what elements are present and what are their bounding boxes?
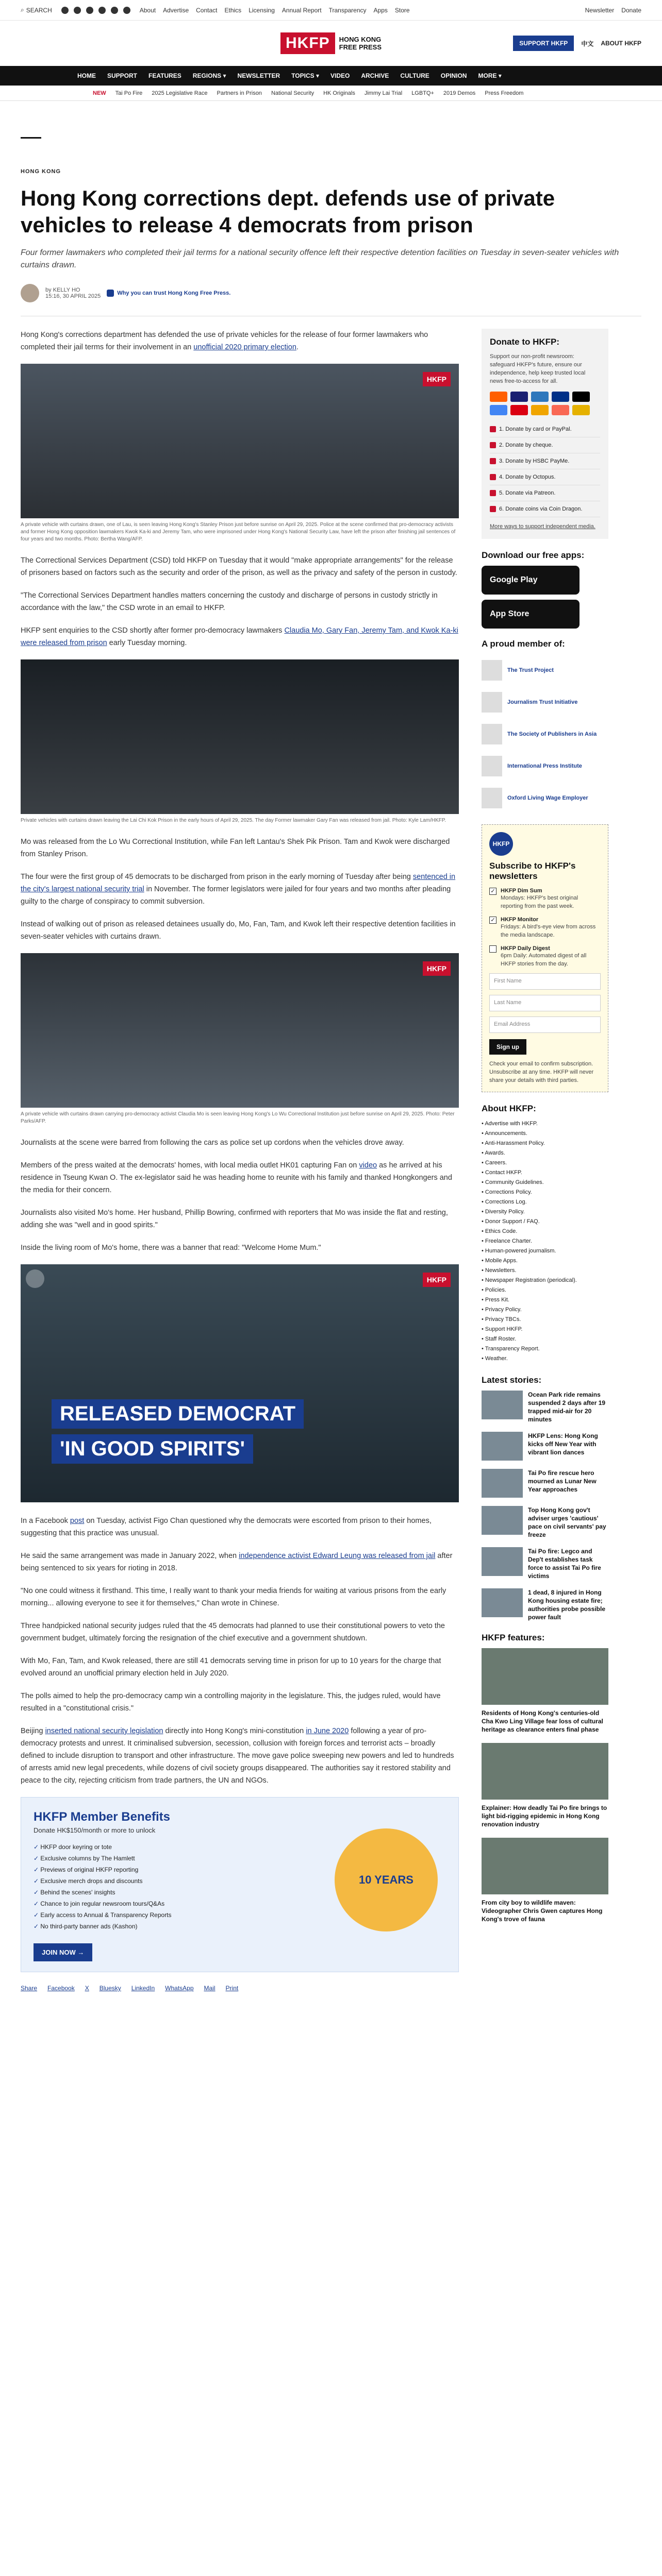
- about-link[interactable]: • Mobile Apps.: [482, 1256, 608, 1266]
- logo-text: HONG KONG FREE PRESS: [339, 36, 382, 51]
- nav-features[interactable]: FEATURES: [148, 72, 181, 79]
- about-link[interactable]: • Newsletters.: [482, 1266, 608, 1276]
- support-hkfp-button[interactable]: SUPPORT HKFP: [513, 36, 574, 51]
- about-hkfp-link[interactable]: ABOUT HKFP: [601, 40, 641, 47]
- sidebar: [482, 329, 608, 1992]
- about-link[interactable]: • Freelance Charter.: [482, 1236, 608, 1246]
- story-thumbnail: [482, 1506, 523, 1535]
- utility-link-contact[interactable]: Contact: [196, 6, 218, 14]
- benefit-item: ✓ Exclusive merch drops and discounts: [34, 1875, 446, 1887]
- more-ways-link[interactable]: More ways to support independent media.: [490, 523, 595, 530]
- masthead: [0, 21, 662, 66]
- utility-link-annual-report[interactable]: Annual Report: [282, 6, 322, 14]
- inline-link[interactable]: video: [359, 1161, 377, 1170]
- share-mail[interactable]: Mail: [204, 1985, 216, 1992]
- paragraph: HKFP sent enquiries to the CSD shortly after former pro-democracy lawmakers Claudia Mo, Gary Fan, Jeremy Tam, and Kwok Ka-ki were released from prison early Tuesday morning.: [21, 626, 458, 647]
- utility-link-apps[interactable]: Apps: [373, 6, 388, 14]
- share-label: Share: [21, 1985, 38, 1992]
- nav-regions[interactable]: REGIONS ▾: [192, 72, 226, 79]
- checkbox-checked[interactable]: ✓: [489, 917, 496, 924]
- newsletter-option[interactable]: ✓ HKFP Monitor Fridays: A bird's-eye view from across the media landscape.: [489, 917, 601, 939]
- patreon-icon: [490, 490, 496, 496]
- about-link[interactable]: • Support HKFP.: [482, 1325, 608, 1334]
- about-link[interactable]: • Staff Roster.: [482, 1334, 608, 1344]
- donate-option[interactable]: 1. Donate by card or PayPal.: [490, 421, 600, 437]
- donate-option[interactable]: 4. Donate by Octopus.: [490, 469, 600, 485]
- about-link[interactable]: • Community Guidelines.: [482, 1178, 608, 1188]
- inline-link[interactable]: inserted national security legislation: [45, 1727, 163, 1735]
- latest-story[interactable]: Ocean Park ride remains suspended 2 days after 19 trapped mid-air for 20 minutes: [482, 1391, 608, 1423]
- byline: [21, 284, 641, 302]
- about-link[interactable]: • Privacy TBCs.: [482, 1315, 608, 1325]
- kicker-rule: [21, 137, 41, 139]
- share-print[interactable]: Print: [225, 1985, 239, 1992]
- instagram-icon[interactable]: [86, 7, 93, 14]
- story-thumbnail: [482, 1391, 523, 1419]
- about-link[interactable]: • Contact HKFP.: [482, 1168, 608, 1178]
- donate-option[interactable]: 5. Donate via Patreon.: [490, 485, 600, 501]
- paragraph: With Mo, Fan, Tam, and Kwok released, there are still 41 democrats serving time in prison for up to 10 years for the charge that evolved around an unofficial primary election held in July 2020.: [21, 1657, 441, 1677]
- nav-newsletter[interactable]: NEWSLETTER: [237, 72, 280, 79]
- paypal-icon: [552, 392, 569, 402]
- apple-pay-icon: [572, 392, 590, 402]
- story-thumbnail: [482, 1588, 523, 1617]
- trending-item[interactable]: Press Freedom: [485, 90, 524, 96]
- amex-icon: [531, 392, 549, 402]
- about-link[interactable]: • Newspaper Registration (periodical).: [482, 1276, 608, 1285]
- member-benefits-promo[interactable]: [21, 1797, 459, 1972]
- bluesky-icon[interactable]: [111, 7, 118, 14]
- paragraph: Journalists also visited Mo's home. Her husband, Phillip Bowring, confirmed with reporters that Mo was inside the flat and resting, adding she was "well and in good spirits.": [21, 1209, 448, 1229]
- x-icon[interactable]: [74, 7, 81, 14]
- nav-support[interactable]: SUPPORT: [107, 72, 138, 79]
- trending-item[interactable]: LGBTQ+: [411, 90, 434, 96]
- newsletter-option[interactable]: ✓ HKFP Dim Sum Mondays: HKFP's best original reporting from the past week.: [489, 888, 601, 910]
- paragraph: Mo was released from the Lo Wu Correctional Institution, while Fan left Lantau's Shek Pik Prison. Tam and Kwok were discharged from Stanley Prison.: [21, 838, 450, 858]
- newsletter-option[interactable]: HKFP Daily Digest 6pm Daily: Automated digest of all HKFP stories from the day.: [489, 945, 601, 968]
- donate-option[interactable]: 2. Donate by cheque.: [490, 437, 600, 453]
- trending-bar: [0, 86, 662, 101]
- byline-text: [45, 287, 101, 299]
- paragraph: "No one could witness it firsthand. This time, I really want to thank your media friends for waiting at various prisons from the early morning... allowing everyone to see it for themselves," Chan wrote in Chinese.: [21, 1587, 446, 1607]
- inline-link[interactable]: post: [70, 1517, 85, 1525]
- promo-title: HKFP Member Benefits: [34, 1810, 170, 1824]
- hkfp-logo-badge: HKFP: [489, 832, 513, 856]
- utility-bar: [0, 0, 662, 21]
- features-title: HKFP features:: [482, 1633, 545, 1642]
- feature-story[interactable]: Residents of Hong Kong's centuries-old Cha Kwo Ling Village fear loss of cultural heritage as clearance enters final phase: [482, 1648, 608, 1734]
- play-icon[interactable]: [26, 1269, 44, 1288]
- site-logo[interactable]: [280, 32, 382, 54]
- hkfp-watermark: HKFP: [423, 961, 451, 976]
- app-store-button[interactable]: App Store: [482, 600, 580, 629]
- video-player[interactable]: [21, 1264, 459, 1502]
- paragraph: The Correctional Services Department (CSD) told HKFP on Tuesday that it would "make appropriate arrangements" for the release of prisoners based on factors such as the security and order of the prison, as well as the privacy and safety of the person in custody.: [21, 556, 457, 577]
- about-link[interactable]: • Human-powered journalism.: [482, 1246, 608, 1256]
- story-thumbnail: [482, 1469, 523, 1498]
- apps-title: Download our free apps:: [482, 550, 585, 560]
- author-name[interactable]: by KELLY HO: [45, 287, 80, 293]
- video-title-line-2: 'IN GOOD SPIRITS': [52, 1434, 253, 1464]
- nav-topics[interactable]: TOPICS ▾: [291, 72, 319, 79]
- hsbc-icon: [510, 405, 528, 415]
- inline-link[interactable]: in June 2020: [306, 1727, 349, 1735]
- card-icon: [490, 426, 496, 432]
- benefit-item: ✓ HKFP door keyring or tote: [34, 1841, 446, 1853]
- octopus-icon: [490, 474, 496, 480]
- shield-icon: [107, 290, 114, 297]
- trust-project-logo: [482, 660, 502, 681]
- latest-story[interactable]: Tai Po fire: Legco and Dep't establishes task force to assist Tai Po fire victims: [482, 1547, 608, 1580]
- benefit-item: ✓ No third-party banner ads (Kashon): [34, 1921, 446, 1932]
- about-link[interactable]: • Anti-Harassment Policy.: [482, 1139, 608, 1148]
- utility-links: [140, 7, 410, 14]
- about-links: [482, 1119, 608, 1364]
- about-link[interactable]: • Privacy Policy.: [482, 1305, 608, 1315]
- member-title: A proud member of:: [482, 639, 565, 649]
- donate-option[interactable]: 6. Donate coins via Coin Dragon.: [490, 501, 600, 517]
- promo-subtitle: Donate HK$150/month or more to unlock: [34, 1826, 156, 1834]
- nav-more[interactable]: MORE ▾: [478, 72, 502, 79]
- member-org[interactable]: Oxford Living Wage Employer: [482, 782, 608, 814]
- paragraph: Journalists at the scene were barred from following the cars as police set up cordons when the vehicles drove away.: [21, 1139, 404, 1147]
- google-pay-icon: [490, 405, 507, 415]
- hkfp-watermark: HKFP: [423, 1273, 451, 1287]
- utility-link-store[interactable]: Store: [394, 6, 410, 14]
- paragraph: "The Correctional Services Department handles matters concerning the custody and discharge of persons in custody strictly in accordance with the law," the CSD wrote in an email to HKFP.: [21, 591, 438, 612]
- newsletter-title: Subscribe to HKFP's newsletters: [489, 861, 576, 881]
- paragraph: The polls aimed to help the pro-democracy camp win a controlling majority in the legislature. This, the judges ruled, would have resulted in a "constitutional crisis.": [21, 1692, 441, 1713]
- about-link[interactable]: • Careers.: [482, 1158, 608, 1168]
- about-link[interactable]: • Awards.: [482, 1148, 608, 1158]
- patreon-icon: [552, 405, 569, 415]
- join-now-button[interactable]: JOIN NOW →: [34, 1943, 92, 1961]
- about-link[interactable]: • Ethics Code.: [482, 1227, 608, 1236]
- paragraph: Beijing inserted national security legislation directly into Hong Kong's mini-constitution in June 2020 following a year of pro-democracy protests and unrest. It criminalised subversion, secession, collusion with foreign forces and terrorist acts – broadly defined to include disruption to transport and other infrastructure. The move gave police sweeping new powers and led to hundreds of arrests amid new legal precedents, while dozens of civil society groups disappeared. The authorities say it restored stability and peace to the city, rejecting criticism from trade partners, the UN and NGOs.: [21, 1727, 454, 1785]
- paragraph: Inside the living room of Mo's home, there was a banner that read: "Welcome Home Mum.": [21, 1244, 321, 1252]
- feature-story[interactable]: Explainer: How deadly Tai Po fire brings to light bid-rigging epidemic in Hong Kong renovation industry: [482, 1743, 608, 1828]
- member-org[interactable]: International Press Institute: [482, 750, 608, 782]
- share-bluesky[interactable]: Bluesky: [99, 1985, 121, 1992]
- benefit-item: ✓ Chance to join regular newsroom tours/Q&As: [34, 1898, 446, 1909]
- visa-icon: [510, 392, 528, 402]
- page-content: [0, 137, 662, 1992]
- jti-logo: [482, 692, 502, 713]
- nav-culture[interactable]: CULTURE: [400, 72, 429, 79]
- benefit-item: ✓ Exclusive columns by The Hamlett: [34, 1853, 446, 1864]
- google-play-button[interactable]: Google Play: [482, 566, 580, 595]
- utility-link-licensing[interactable]: Licensing: [249, 6, 275, 14]
- rss-icon[interactable]: [123, 7, 130, 14]
- latest-story[interactable]: Tai Po fire rescue hero mourned as Lunar New Year approaches: [482, 1469, 608, 1498]
- about-link[interactable]: • Advertise with HKFP.: [482, 1119, 608, 1129]
- about-link[interactable]: • Weather.: [482, 1354, 608, 1364]
- about-link[interactable]: • Announcements.: [482, 1129, 608, 1139]
- trending-item[interactable]: Tai Po Fire: [115, 90, 143, 96]
- masthead-actions: [513, 36, 641, 51]
- cheque-icon: [490, 442, 496, 448]
- nav-opinion[interactable]: OPINION: [440, 72, 467, 79]
- language-link[interactable]: 中文: [581, 40, 594, 47]
- paragraph: Hong Kong's corrections department has defended the use of private vehicles for the release of four former lawmakers who completed their jail terms for their involvement in an unofficial 2020 primary election.: [21, 331, 428, 351]
- inline-link[interactable]: sentenced in the city's largest national security trial: [21, 873, 456, 893]
- donate-text: Support our non-profit newsroom: safeguard HKFP's future, ensure our independence, help keep trusted local news free-to-access for all.: [490, 353, 586, 384]
- sopa-logo: [482, 724, 502, 744]
- publish-date: 15:16, 30 APRIL 2025: [45, 293, 101, 299]
- benefit-item: ✓ Previews of original HKFP reporting: [34, 1864, 446, 1875]
- share-linkedin[interactable]: LinkedIn: [131, 1985, 155, 1992]
- article-standfirst: Four former lawmakers who completed their jail terms for a national security offence left their respective detention facilities on Tuesday in seven-seater vehicles with curtains drawn.: [21, 248, 619, 269]
- about-link[interactable]: • Policies.: [482, 1285, 608, 1295]
- latest-story[interactable]: 1 dead, 8 injured in Hong Kong housing estate fire; authorities probe possible power fault: [482, 1588, 608, 1621]
- coin-icon: [490, 506, 496, 512]
- nav-home[interactable]: HOME: [77, 72, 96, 79]
- inline-link[interactable]: independence activist Edward Leung was released from jail: [239, 1552, 436, 1560]
- new-label: NEW: [93, 90, 106, 96]
- octopus-icon: [531, 405, 549, 415]
- nav-video[interactable]: VIDEO: [330, 72, 350, 79]
- paragraph: He said the same arrangement was made in January 2022, when independence activist Edward Leung was released from jail after being sentenced to six years for rioting in 2018.: [21, 1552, 453, 1572]
- feature-image: [482, 1743, 608, 1800]
- search-button[interactable]: ⌕ SEARCH: [21, 6, 52, 14]
- benefit-item: ✓ Behind the scenes' insights: [34, 1887, 446, 1898]
- benefit-item: ✓ Early access to Annual & Transparency Reports: [34, 1909, 446, 1921]
- article-layout: [21, 329, 641, 1992]
- signup-button[interactable]: Sign up: [489, 1039, 526, 1055]
- first-name-field[interactable]: First Name: [489, 973, 601, 990]
- feature-image: [482, 1648, 608, 1705]
- photo-caption: A private vehicle with curtains drawn carrying pro-democracy activist Claudia Mo is seen leaving Hong Kong's Lo Wu Correctional Institution just before sunrise on April 29, 2025. Photo: Peter Parks/AFP.: [21, 1111, 455, 1124]
- checkbox-checked[interactable]: ✓: [489, 888, 496, 895]
- photo-caption: Private vehicles with curtains drawn leaving the Lai Chi Kok Prison in the early hours of April 29, 2025. The day Former lawmaker Gary Fan was released from jail. Photo: Kyle Lam/HKFP.: [21, 818, 446, 823]
- article-category[interactable]: HONG KONG: [21, 168, 61, 175]
- hkfp-watermark: HKFP: [423, 372, 451, 386]
- utility-link-about[interactable]: About: [139, 6, 156, 14]
- about-link[interactable]: • Press Kit.: [482, 1295, 608, 1305]
- youtube-icon[interactable]: [98, 7, 106, 14]
- oxford-living-wage-logo: [482, 788, 502, 808]
- member-org[interactable]: Journalism Trust Initiative: [482, 686, 608, 718]
- utility-links-right: [585, 7, 641, 14]
- main-nav: [0, 66, 662, 86]
- email-field[interactable]: Email Address: [489, 1016, 601, 1033]
- payme-icon: [490, 458, 496, 464]
- utility-link-newsletter[interactable]: Newsletter: [585, 6, 615, 14]
- photo-caption: A private vehicle with curtains drawn, one of Lau, is seen leaving Hong Kong's Stanley Prison just before sunrise on April 29, 2025. Police at the scene confirmed that pro-democracy activists and former Hong Kong opposition lawmakers Kwok Ka-ki and Jeremy Tam, who were imprisoned under Hong Kong's National Security Law, have left the prison after finishing jail sentences of four years and two months. Photo: Bertha Wang/AFP.: [21, 522, 456, 542]
- newsletter-widget: [482, 824, 608, 1092]
- about-link[interactable]: • Corrections Policy.: [482, 1188, 608, 1197]
- share-x[interactable]: X: [85, 1985, 89, 1992]
- ipi-logo: [482, 756, 502, 776]
- donate-option[interactable]: 3. Donate by HSBC PayMe.: [490, 453, 600, 469]
- share-facebook[interactable]: Facebook: [47, 1985, 75, 1992]
- anniversary-badge: 10 YEARS: [335, 1828, 438, 1931]
- article-body: [21, 329, 459, 1992]
- member-org[interactable]: The Trust Project: [482, 654, 608, 686]
- nav-archive[interactable]: ARCHIVE: [361, 72, 389, 79]
- utility-link-donate[interactable]: Donate: [621, 6, 641, 14]
- donate-title: Donate to HKFP:: [490, 337, 560, 347]
- newsletter-note: Check your email to confirm subscription. Unsubscribe at any time. HKFP will never share your details with third parties.: [489, 1061, 594, 1083]
- article-photo: [21, 659, 459, 814]
- checkbox[interactable]: [489, 945, 496, 953]
- last-name-field[interactable]: Last Name: [489, 995, 601, 1011]
- paragraph: In a Facebook post on Tuesday, activist Figo Chan questioned why the democrats were escorted from prison to their homes, suggesting that this practice was unusual.: [21, 1517, 432, 1537]
- inline-link[interactable]: Claudia Mo, Gary Fan, Jeremy Tam, and Kwok Ka-ki were released from prison: [21, 626, 458, 647]
- paragraph: The four were the first group of 45 democrats to be discharged from prison in the early morning of Tuesday after being sentenced in the city's largest national security trial in November. The former legislators were jailed for four years and two months after pleading guilty to the charge of conspiracy to commit subversion.: [21, 873, 456, 906]
- author-avatar: [21, 284, 39, 302]
- utility-link-transparency[interactable]: Transparency: [328, 6, 367, 14]
- latest-story[interactable]: Top Hong Kong gov't adviser urges 'cautious' pace on civil servants' pay freeze: [482, 1506, 608, 1539]
- trending-item[interactable]: Jimmy Lai Trial: [364, 90, 403, 96]
- latest-title: Latest stories:: [482, 1375, 542, 1385]
- about-link[interactable]: • Diversity Policy.: [482, 1207, 608, 1217]
- paragraph: Instead of walking out of prison as released detainees usually do, Mo, Fan, Tam, and Kwok left their respective detention facilities in seven-seater vehicles with curtains drawn.: [21, 920, 456, 941]
- about-link[interactable]: • Transparency Report.: [482, 1344, 608, 1354]
- utility-link-ethics[interactable]: Ethics: [224, 6, 242, 14]
- latest-story[interactable]: HKFP Lens: Hong Kong kicks off New Year with vibrant lion dances: [482, 1432, 608, 1461]
- article-photo: [21, 364, 459, 518]
- video-title-line-1: RELEASED DEMOCRAT: [52, 1399, 304, 1429]
- about-title: About HKFP:: [482, 1104, 536, 1113]
- about-link[interactable]: • Donor Support / FAQ.: [482, 1217, 608, 1227]
- feature-image: [482, 1838, 608, 1894]
- article-photo: [21, 953, 459, 1108]
- trending-item[interactable]: HK Originals: [323, 90, 355, 96]
- coin-dragon-icon: [572, 405, 590, 415]
- trending-item[interactable]: Partners in Prison: [217, 90, 262, 96]
- payment-icons: [490, 392, 600, 415]
- search-icon: ⌕: [21, 6, 24, 13]
- utility-link-advertise[interactable]: Advertise: [163, 6, 189, 14]
- donate-widget: [482, 329, 608, 539]
- story-thumbnail: [482, 1547, 523, 1576]
- trending-item[interactable]: 2019 Demos: [443, 90, 476, 96]
- trust-link[interactable]: Why you can trust Hong Kong Free Press.: [107, 290, 230, 297]
- about-link[interactable]: • Corrections Log.: [482, 1197, 608, 1207]
- social-links: [61, 7, 130, 14]
- story-thumbnail: [482, 1432, 523, 1461]
- mastercard-icon: [490, 392, 507, 402]
- paragraph: Members of the press waited at the democrats' homes, with local media outlet HK01 capturing Fan on video as he arrived at his residence in Tseung Kwan O. The ex-legislator said he was heading home to reunite with his family and thanked Hongkongers and the media for their concern.: [21, 1161, 452, 1194]
- share-bar: [21, 1985, 459, 1992]
- feature-story[interactable]: From city boy to wildlife maven: Videographer Chris Gwen captures Hong Kong's trove of fauna: [482, 1838, 608, 1923]
- member-org[interactable]: The Society of Publishers in Asia: [482, 718, 608, 750]
- trending-item[interactable]: National Security: [271, 90, 315, 96]
- trending-item[interactable]: 2025 Legislative Race: [152, 90, 208, 96]
- share-whatsapp[interactable]: WhatsApp: [165, 1985, 194, 1992]
- facebook-icon[interactable]: [61, 7, 69, 14]
- logo-mark: HKFP: [280, 32, 335, 54]
- paragraph: Three handpicked national security judges ruled that the 45 democrats had planned to use their constitutional powers to veto the government budget, ultimately forcing the resignation of the chief executive and a government shutdown.: [21, 1622, 445, 1642]
- article-headline: Hong Kong corrections dept. defends use of private vehicles to release 4 democrats from prison: [21, 186, 555, 237]
- inline-link[interactable]: unofficial 2020 primary election: [193, 343, 296, 351]
